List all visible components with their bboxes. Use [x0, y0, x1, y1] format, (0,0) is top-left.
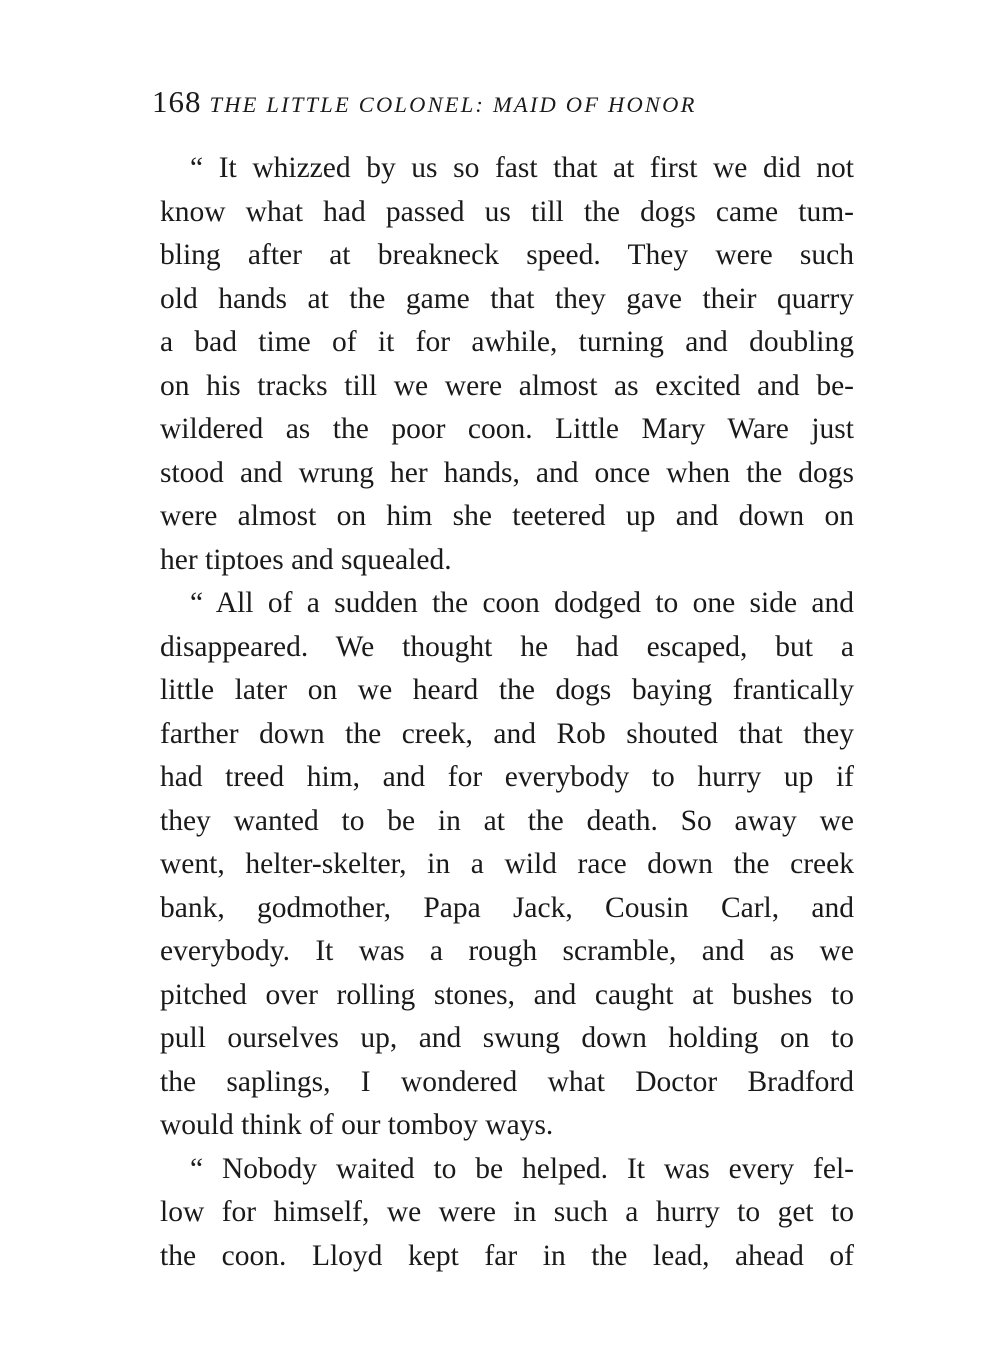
text-line: “ Nobody waited to be helped. It was every fel-	[190, 1152, 854, 1185]
text-line: old hands at the game that they gave their quarry	[160, 282, 854, 315]
text-line: were almost on him she teetered up and down on	[160, 500, 854, 532]
paragraph	[160, 582, 854, 1148]
paragraph	[160, 1148, 854, 1279]
paragraph	[160, 147, 854, 582]
text-line: stood and wrung her hands, and once when the dogs	[160, 456, 854, 489]
text-line: bling after at breakneck speed. They were such	[160, 239, 854, 271]
text-line: know what had passed us till the dogs came tum-	[160, 195, 854, 228]
text-line: the coon. Lloyd kept far in the lead, ahead of	[160, 1239, 854, 1272]
text-line: disappeared. We thought he had escaped, but a	[160, 630, 854, 663]
text-line: had treed him, and for everybody to hurry up if	[160, 761, 854, 793]
text-line: “ It whizzed by us so fast that at first we did not	[190, 152, 854, 184]
text-line: pull ourselves up, and swung down holding on to	[160, 1022, 854, 1054]
running-title: THE LITTLE COLONEL: MAID OF HONOR	[209, 92, 697, 117]
text-line: “ All of a sudden the coon dodged to one side and	[190, 587, 854, 619]
text-line: would think of our tomboy ways.	[160, 1109, 554, 1141]
text-line: farther down the creek, and Rob shouted that they	[160, 717, 854, 750]
text-line: on his tracks till we were almost as excited and be-	[160, 369, 854, 402]
text-line: went, helter-skelter, in a wild race down the creek	[160, 848, 854, 880]
text-line: bank, godmother, Papa Jack, Cousin Carl, and	[160, 891, 854, 924]
text-line: a bad time of it for awhile, turning and doubling	[160, 326, 854, 358]
text-line: her tiptoes and squealed.	[160, 543, 452, 576]
text-line: low for himself, we were in such a hurry to get to	[160, 1196, 854, 1228]
running-head	[152, 84, 697, 126]
text-line: wildered as the poor coon. Little Mary Ware just	[160, 413, 854, 445]
text-line: the saplings, I wondered what Doctor Bradford	[160, 1065, 854, 1098]
page-number: 168	[152, 84, 202, 119]
text-line: everybody. It was a rough scramble, and as we	[160, 935, 854, 967]
text-line: little later on we heard the dogs baying frantically	[160, 674, 854, 706]
text-line: they wanted to be in at the death. So away we	[160, 804, 854, 837]
text-line: pitched over rolling stones, and caught at bushes to	[160, 978, 854, 1011]
body-text	[160, 147, 854, 1278]
